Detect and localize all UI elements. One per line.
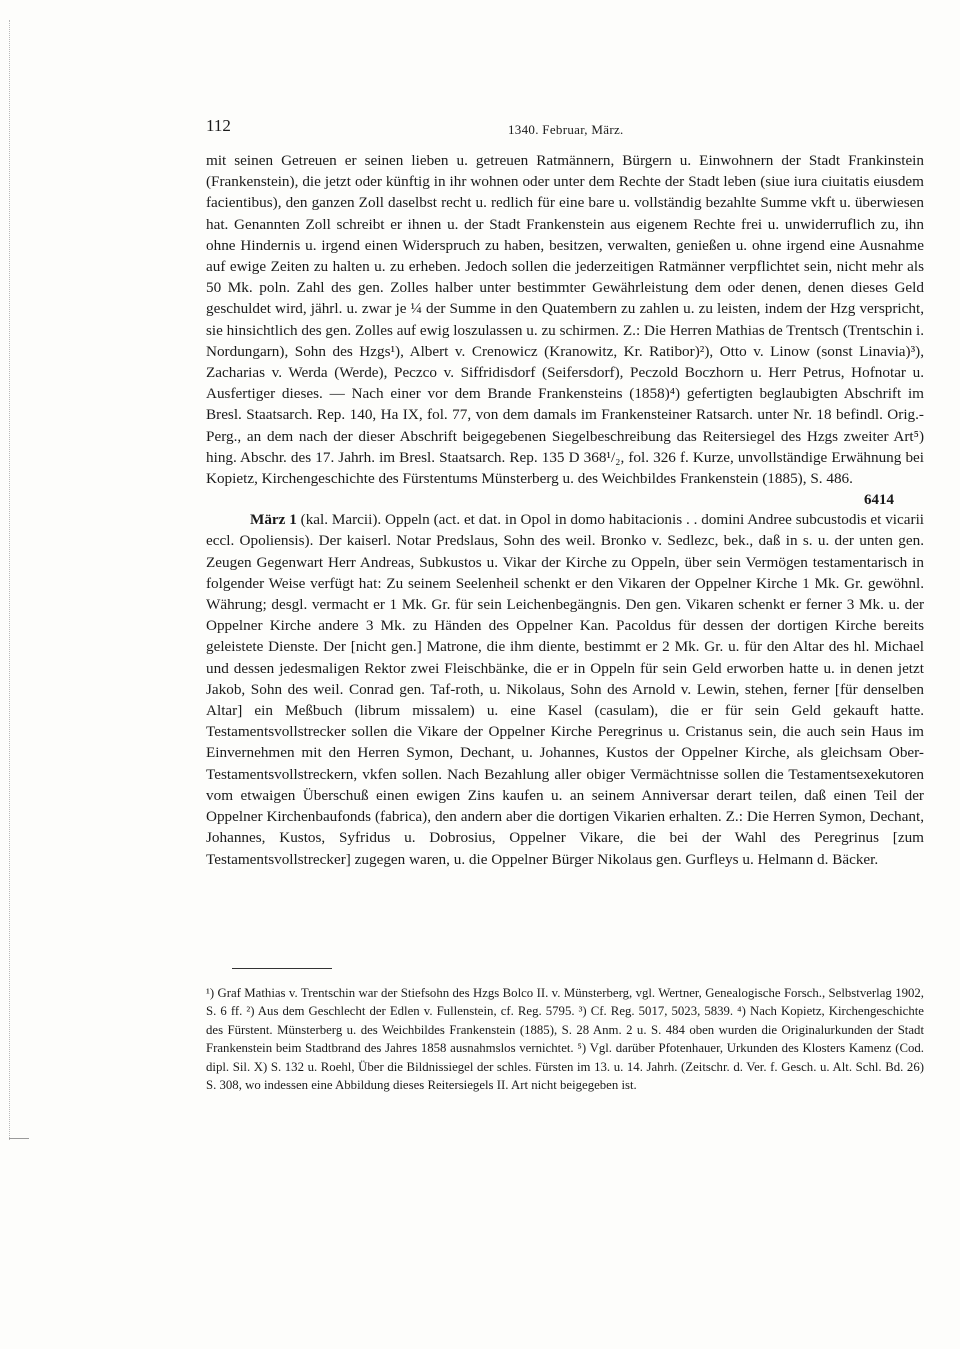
entry-number: 6414 [864,492,894,509]
entry-6414 [206,509,924,869]
footnote-rule [232,968,332,969]
page-number: 112 [206,116,231,135]
page-header [206,116,926,140]
entry-date: März 1 [250,511,297,529]
binding-margin-line [9,20,10,1140]
running-head: 1340. Februar, März. [508,122,624,137]
margin-corner-mark [9,1138,29,1139]
footnotes [206,984,924,1094]
footnote-text: ¹) Graf Mathias v. Trentschin war der Stiefsohn des Hzgs Bolco II. v. Münsterberg, vgl. Wertner, Genealogische Forsch., Selbstverlag 1902, S. 6 ff. ²) Aus dem Geschlecht der Edlen v. Fullenstein, cf. Reg. 5795. ³) Cf. Reg. 5017, 5023, 5839. ⁴) Nach Kopietz, Kirchengeschichte des Fürstent. Münsterberg u. des Weichbildes Frankenstein (1885), S. 28 Anm. 2 u. S. 484 oben wurden die Originalurkunden der Stadt Frankenstein beim Stadtbrand des Jahres 1858 ausnahmslos vernichtet. ⁵) Vgl. darüber Pfotenhauer, Urkunden des Klosters Kamenz (Cod. dipl. Sil. X) S. 132 u. Roehl, Über die Bildnissiegel der schles. Fürsten im 13. u. 14. Jahrh. (Zeitschr. d. Ver. f. Gesch. u. Alt. Schl. Bd. 26) S. 308, wo indessen eine Abbildung dieses Reitersiegels II. Art nicht beigegeben ist. [206,986,924,1093]
entry-6414-text: (kal. Marcii). Oppeln (act. et dat. in Opol in domo habitacionis . . domini Andree subcustodis et vicarii eccl. Opoliensis). Der kaiserl. Notar Predslaus, Sohn des weil. Bronko v. Sedlezc, bek., daß in s. u. der unten gen. Zeugen Gegenwart Herr Andreas, Subkustos u. Vikar der Kirche zu Oppeln, über sein Vermögen testamentarisch in folgender Weise verfügt hat: Zu seinem Seelenheil schenkt er den Vikaren der Oppelner Kirche 1 Mk. Gr. gewöhnl. Währung; desgl. vermacht er 1 Mk. Gr. für sein Leichenbegängnis. Den gen. Vikaren schenkt er ferner 3 Mk. u. der Oppelner Kirche andere 3 Mk. zu Händen des Oppelner Kan. Pacoldus für dessen der dortigen Kirche bereits geleistete Dienste. Der [nicht gen.] Matrone, die ihm diente, bestimmt er 2 Mk. Gr. u. für den Altar des hl. Michael und dessen jedesmaligen Rektor zwei Fleischbänke, die er in Oppeln für sein Geld erworben hatte u. in denen jetzt Jakob, Sohn des weil. Conrad gen. Taf-roth, u. Nikolaus, Sohn des Arnold v. Lewin, stehen, ferner [für denselben Altar] ein Meßbuch (librum missalem) u. eine Kasel (casulam), die er für sein Geld gekauft hatte. Testamentsvollstrecker sollen die Vikare der Oppelner Kirche Peregrinus u. Cristanus sein, die auch sein Haus im Einvernehmen mit den Herren Symon, Dechant, u. Johannes, Kustos der Oppelner Kirche, als gleichsam Ober-Testamentsvollstreckern, vkfen sollen. Nach Bezahlung aller obiger Vermächtnisse sollen die Testamentsexekutoren vom etwaigen Überschuß einen ewigen Zins kaufen u. an seinem Anniversar derart teilen, daß einen Teil der Oppelner Kirchenbaufonds (fabrica), den andern aber die dortigen Vikarien erhalten. Z.: Die Herren Symon, Dechant, Johannes, Kustos, Syfridus u. Dobrosius, Oppelner Vikare, die bei der Wahl des Peregrinus [zum Testamentsvollstrecker] zugegen waren, u. die Oppelner Bürger Nikolaus gen. Gurfleys u. Helmann d. Bäcker. [206,511,925,868]
entry-6413-continuation: mit seinen Getreuen er seinen lieben u. getreuen Ratmännern, Bürgern u. Einwohnern der Stadt Frankinstein (Frankenstein), die jetzt oder künftig in ihr wohnen oder unter dem Rechte der Stadt leben (siue iura ciuitatis eiusdem facientibus), den ganzen Zoll daselbst recht u. redlich für eine bare u. vollständig bezahlte Summe vkft u. überwiesen hat. Genannten Zoll schreibt er ihnen u. der Stadt Frankenstein aus eigenem Rechte frei u. unwiderruflich zu, ihn ohne Hindernis u. irgend einen Widerspruch zu haben, besitzen, verwalten, genießen u. ohne irgend eine Ausnahme auf ewige Zeiten zu halten u. zu erheben. Jedoch sollen die jederzeitigen Ratmänner verpflichtet sein, nicht mehr als 50 Mk. poln. Zahl des gen. Zolles halber unter bestimmter Gewährleistung dem oder denen, denen dieses Geld geschuldet wird, jährl. u. zwar je ¼ der Summe in den Quatembern zu zahlen u. zu leisten, indem der Hzg verspricht, sie hinsichtlich des gen. Zolles auf ewig loszulassen u. zu schirmen. Z.: Die Herren Mathias de Trentsch (Trentschin i. Nordungarn), Sohn des Hzgs¹), Albert v. Crenowicz (Kranowitz, Kr. Ratibor)²), Otto v. Linow (sonst Linavia)³), Zacharias v. Werda (Werde), Peczco v. Siffridisdorf (Seifersdorf), Peczold Boczhorn u. Herr Petrus, Hofnotar u. Ausfertiger dieses. — Nach einer vor dem Brande Frankensteins (1858)⁴) gefertigten beglaubigten Abschrift im Bresl. Staatsarch. Rep. 140, Ha IX, fol. 77, von dem damals im Frankensteiner Ratsarch. unter Nr. 18 befindl. Orig.-Perg., an dem nach der dieser Abschrift beigegebenen Siegelbeschreibung das Reitersiegel des Hzgs zweiter Art⁵) hing. Abschr. des 17. Jahrh. im Bresl. Staatsarch. Rep. 135 D 368¹/₂, fol. 326 f. Kurze, unvollständige Erwähnung bei Kopietz, Kirchengeschichte des Fürstentums Münsterberg u. des Weichbildes Frankenstein (1885), S. 486. [206,152,924,488]
main-text [206,150,924,870]
